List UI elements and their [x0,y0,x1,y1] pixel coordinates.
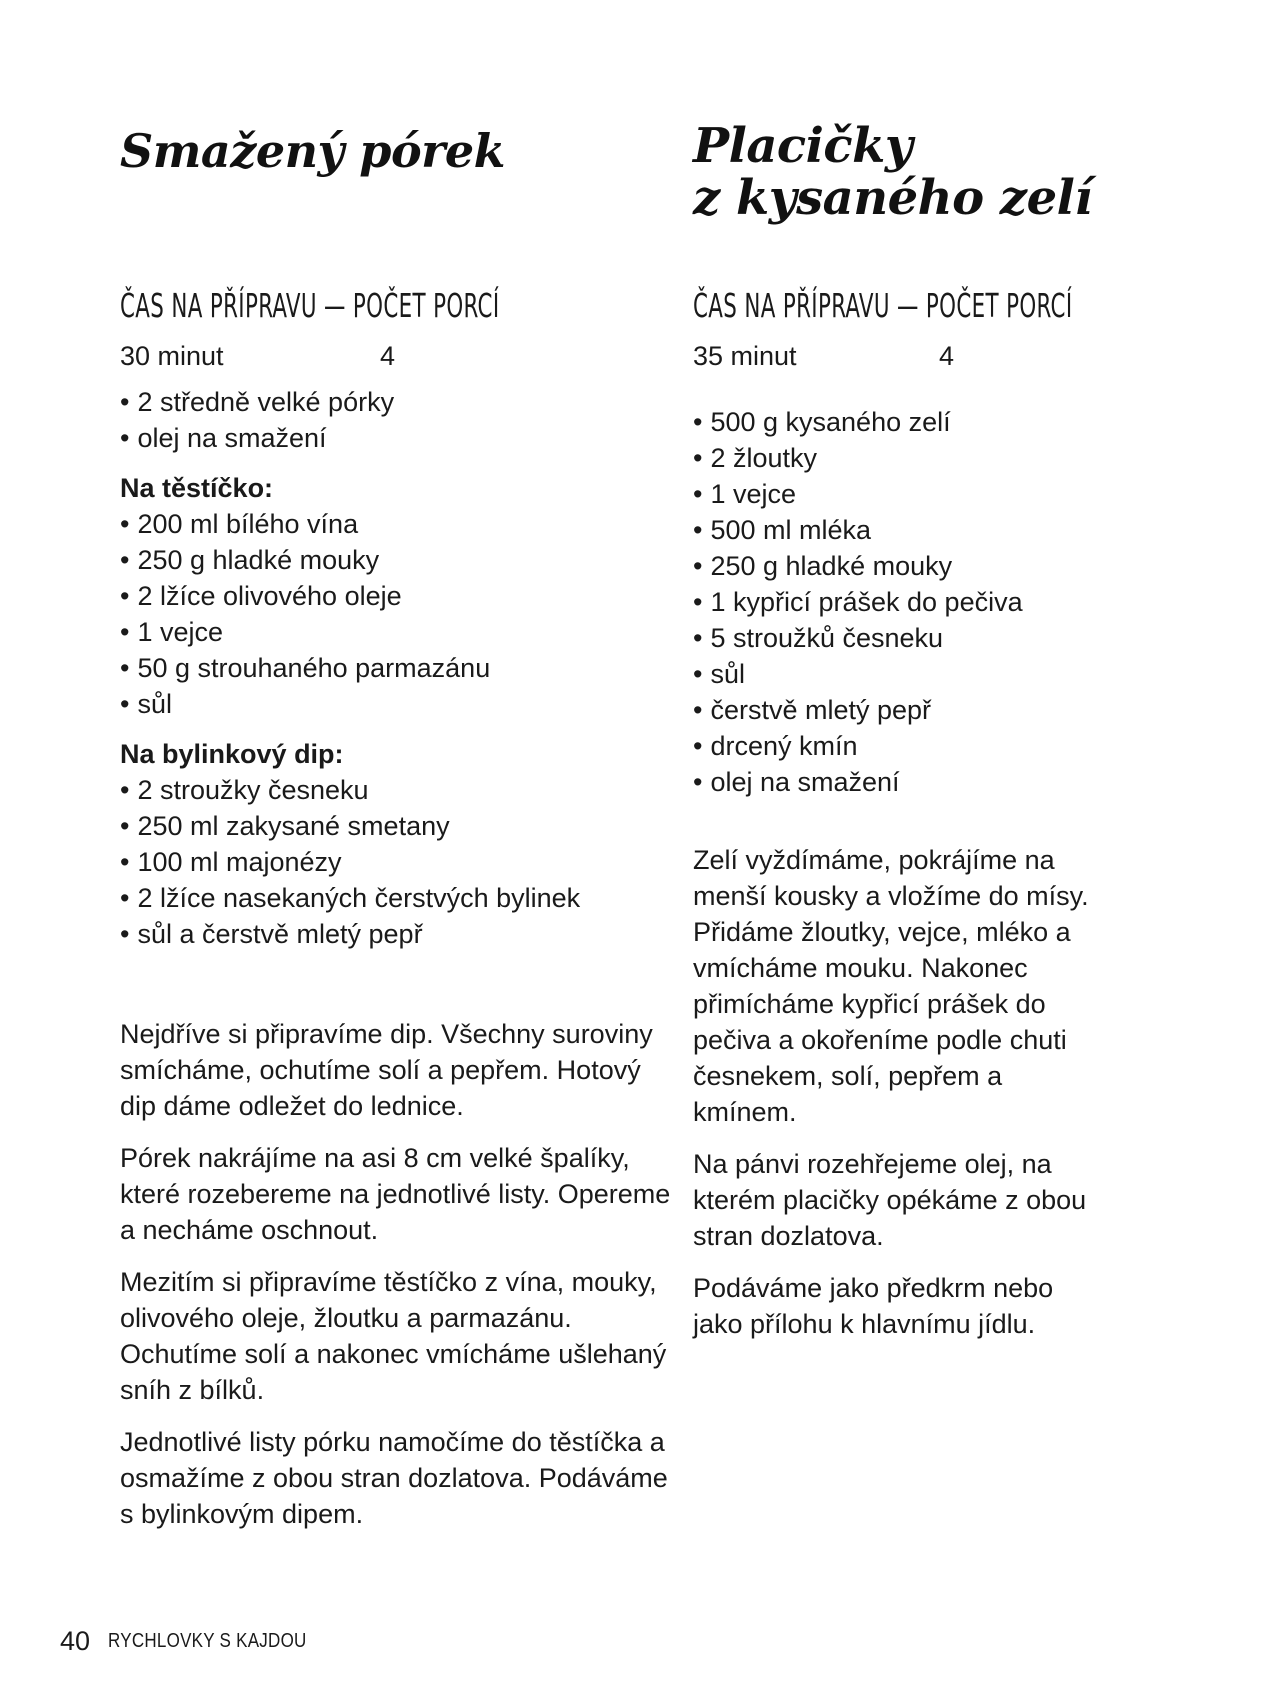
list-item: • 2 stroužky česneku [120,772,580,808]
list-item: • 250 g hladké mouky [693,548,1023,584]
portions: 4 [380,341,396,371]
list-item: • 5 stroužků česneku [693,620,1023,656]
list-item: • 2 žloutky [693,440,1023,476]
book-title: RYCHLOVKY S KAJDOU [108,1630,307,1652]
list-item: • sůl [120,686,580,722]
list-item: • 1 kypřicí prášek do pečiva [693,584,1023,620]
meta-header: ČAS NA PŘÍPRAVU — POČET PORCÍ [693,286,1073,325]
paragraph: Na pánvi rozehřejeme olej, na kterém placičky opékáme z obou stran dozlatova. [693,1149,1087,1251]
list-item: • čerstvě mletý pepř [693,692,1023,728]
ingredients [120,384,580,952]
prep-time: 35 minut [693,341,797,371]
paragraph: Nejdříve si připravíme dip. Všechny suroviny smícháme, ochutíme solí a pepřem. Hotový dip dáme odležet do lednice. [120,1019,653,1121]
list-item: • 50 g strouhaného parmazánu [120,650,580,686]
list-item: • 200 ml bílého vína [120,506,580,542]
instructions [693,842,1093,1358]
paragraph: Zelí vyždímáme, pokrájíme na menší kousky a vložíme do mísy. Přidáme žloutky, vejce, mléko a vmícháme mouku. Nakonec přimícháme kypřicí prášek do pečiva a okořeníme podle chuti česnekem, solí, pepřem a kmínem. [693,845,1089,1127]
meta-values [120,340,395,372]
list-item: • 2 lžíce nasekaných čerstvých bylinek [120,880,580,916]
instructions [120,1016,680,1548]
portions: 4 [939,341,955,371]
list-item: • 250 ml zakysané smetany [120,808,580,844]
list-item: • 100 ml majonézy [120,844,580,880]
prep-time: 30 minut [120,341,224,371]
dough-heading: Na těstíčko: [120,473,274,503]
list-item: • 2 středně velké pórky [120,384,580,420]
paragraph: Jednotlivé listy pórku namočíme do těstíčka a osmažíme z obou stran dozlatova. Podáváme s bylinkovým dipem. [120,1427,668,1529]
list-item: • drcený kmín [693,728,1023,764]
list-item: • sůl [693,656,1023,692]
list-item: • 2 lžíce olivového oleje [120,578,580,614]
paragraph: Pórek nakrájíme na asi 8 cm velké špalíky, které rozebereme na jednotlivé listy. Opereme a necháme oschnout. [120,1143,671,1245]
paragraph: Podáváme jako předkrm nebo jako přílohu k hlavnímu jídlu. [693,1273,1054,1339]
page-number: 40 [60,1626,91,1656]
ingredients [693,404,1023,800]
meta-header: ČAS NA PŘÍPRAVU — POČET PORCÍ [120,286,500,325]
list-item: • 1 vejce [120,614,580,650]
list-item: • 500 ml mléka [693,512,1023,548]
page-footer [60,1626,342,1657]
list-item: • 1 vejce [693,476,1023,512]
list-item: • olej na smažení [693,764,1023,800]
list-item: • sůl a čerstvě mletý pepř [120,916,580,952]
meta-values [693,340,954,372]
list-item: • olej na smažení [120,420,580,456]
title-line-1: Placičky [693,118,913,174]
title-line-2: z kysaného zelí [693,170,1093,226]
recipe-title [693,120,1092,224]
recipe-title: Smažený pórek [120,124,505,178]
list-item: • 250 g hladké mouky [120,542,580,578]
paragraph: Mezitím si připravíme těstíčko z vína, mouky, olivového oleje, žloutku a parmazánu. Ochutíme solí a nakonec vmícháme ušlehaný sníh z bílků. [120,1267,667,1405]
list-item: • 500 g kysaného zelí [693,404,1023,440]
dip-heading: Na bylinkový dip: [120,739,344,769]
